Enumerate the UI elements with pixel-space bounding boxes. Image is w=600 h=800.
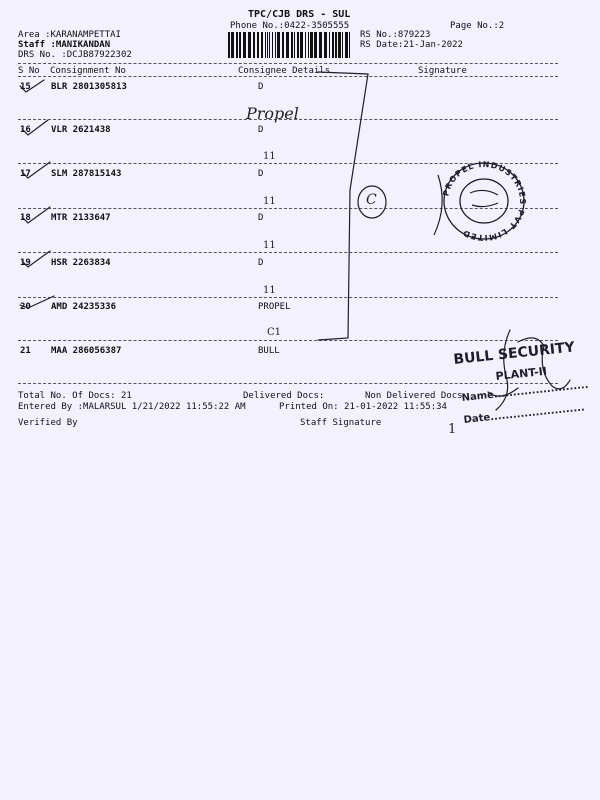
ditto-mark: C1: [267, 327, 282, 338]
row-sno: 15: [20, 82, 31, 92]
row-sno: 18: [20, 213, 31, 223]
ditto-mark: 11: [263, 285, 276, 296]
ditto-mark: 11: [263, 151, 276, 162]
bracket-mark: [318, 72, 368, 340]
ditto-mark: 11: [263, 196, 276, 207]
checkmark-icon: [20, 296, 54, 308]
row-sno: 19: [20, 258, 31, 268]
row-details: D: [258, 125, 264, 135]
total-docs: Total No. Of Docs: 21: [18, 391, 132, 401]
col-signature: Signature: [418, 66, 467, 76]
non-delivered-docs: Non Delivered Docs: [365, 391, 463, 401]
checkmark-icon: [22, 251, 50, 267]
svg-text:BULL SECURITY: BULL SECURITY: [452, 339, 576, 368]
checkmark-icon: [22, 120, 48, 135]
verified-by: Verified By: [18, 418, 78, 428]
col-consignment: Consignment No: [50, 66, 126, 76]
row-consignment: MAA 286056387: [51, 346, 122, 356]
drs-number: DRS No. :DCJB87922302: [18, 50, 132, 60]
checkmark-icon: [22, 207, 50, 223]
row-consignment: MTR 2133647: [51, 213, 111, 223]
svg-text:Date.........................: Date.........................: [463, 402, 586, 426]
entered-by: Entered By :MALARSUL 1/21/2022 11:55:22 AM: [18, 402, 246, 412]
printed-on: Printed On: 21-01-2022 11:55:34: [279, 402, 447, 412]
svg-text:PLANT-II: PLANT-II: [494, 364, 548, 383]
phone-number: Phone No.:0422-3505555: [230, 21, 350, 31]
row-details: D: [258, 82, 264, 92]
row-sno: 16: [20, 125, 31, 135]
col-sno: S No: [18, 66, 40, 76]
row-consignment: HSR 2263834: [51, 258, 111, 268]
row-details: D: [258, 169, 264, 179]
rs-number: RS No.:879223: [360, 30, 431, 40]
company-seal: [430, 155, 540, 245]
delivered-docs: Delivered Docs:: [243, 391, 325, 401]
row-consignment: VLR 2621438: [51, 125, 111, 135]
checkmark-icon: [22, 162, 50, 178]
circled-letter: C: [366, 192, 377, 208]
col-consignee-details: Consignee Details: [238, 66, 331, 76]
ditto-mark: 11: [263, 240, 276, 251]
staff-field: Staff :MANIKANDAN: [18, 40, 111, 50]
row-sno: 17: [20, 169, 31, 179]
row-consignment: AMD 24235336: [51, 302, 117, 312]
handwritten-propel: Propel: [246, 104, 299, 123]
row-details: BULL: [258, 346, 280, 356]
row-details: D: [258, 213, 264, 223]
row-consignment: SLM 287815143: [51, 169, 122, 179]
row-details: PROPEL: [258, 302, 291, 312]
svg-text:PROPEL INDUSTRIES PVT LIMITED: PROPEL INDUSTRIES PVT LIMITED: [441, 159, 528, 243]
security-stamp: [448, 322, 596, 432]
row-sno: 20: [20, 302, 31, 312]
row-consignment: BLR 2801305813: [51, 82, 127, 92]
rs-date: RS Date:21-Jan-2022: [360, 40, 463, 50]
svg-text:Name.........................: Name.........................: [461, 379, 589, 404]
checkmark-icon: [20, 80, 44, 92]
row-sno: 21: [20, 346, 31, 356]
area-field: Area :KARANAMPETTAI: [18, 30, 121, 40]
page-number: Page No.:2: [450, 21, 505, 31]
margin-mark: 1: [448, 422, 457, 437]
staff-signature: Staff Signature: [300, 418, 382, 428]
row-details: D: [258, 258, 264, 268]
doc-title: TPC/CJB DRS - SUL: [248, 9, 351, 20]
